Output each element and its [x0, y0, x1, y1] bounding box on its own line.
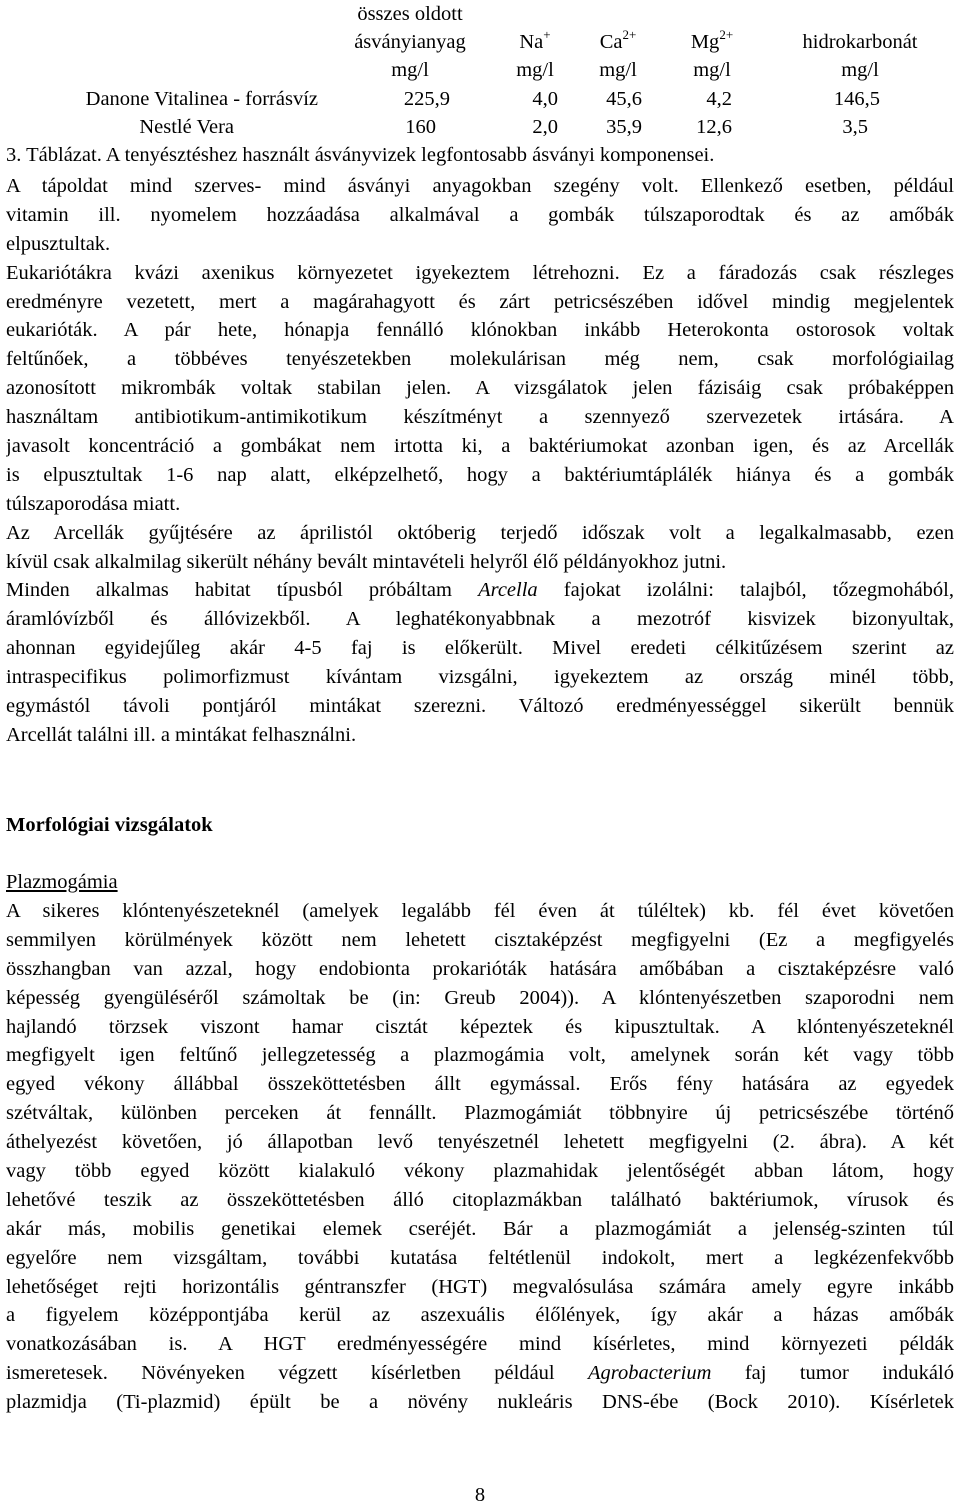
- paragraph-culture-medium: [6, 172, 954, 750]
- header-total-dissolved: összes oldott: [357, 3, 463, 25]
- table-caption: 3. Táblázat. A tenyésztéshez használt ásványvizek legfontosabb ásványi komponensei.: [6, 144, 715, 166]
- cell-value: 45,6: [606, 88, 642, 110]
- text-line: áthelyezést követően, jó állapotban levő tenyészetnél lehetett megfigyelni (2. ábra). A két: [6, 1131, 954, 1154]
- table-header-row-2: [0, 28, 960, 56]
- text-line: Eukariótákra kvázi axenikus környezetet igyekeztem létrehozni. Ez a fáradozás csak részleges: [6, 261, 954, 284]
- header-unit: mg/l: [599, 59, 637, 81]
- text-line: plazmidja (Ti-plazmid) épült be a növény nukleáris DNS-ébe (Bock 2010). Kísérletek: [6, 1391, 954, 1414]
- cell-value: 3,5: [842, 116, 868, 138]
- text-line: áramlóvízből és állóvizekből. A leghatékonyabbnak a mezotróf kisvizek bizonyultak,: [6, 608, 954, 631]
- text-line: eredményre vezetett, mert a magárahagyott és zárt petricsészében idővel mindig megjelentek: [6, 290, 954, 313]
- header-na: Na+: [519, 27, 551, 53]
- header-mg: $Mg^{2+}$: [690, 27, 734, 53]
- header-unit: mg/l: [516, 59, 554, 81]
- text-line: Az Arcellák gyűjtésére az áprilistól októberig terjedő időszak volt a legalkalmasabb, ezen: [6, 521, 954, 544]
- row-name: Nestlé Vera: [139, 116, 234, 138]
- text-line: kívül csak alkalmilag sikerült néhány bevált mintavételi helyről élő példányokhoz jutni.: [6, 550, 727, 573]
- cell-value: 2,0: [532, 116, 558, 138]
- text-line: A tápoldat mind szerves- mind ásványi anyagokban szegény volt. Ellenkező esetben, például: [6, 175, 954, 197]
- text-line: vonatkozásában is. A HGT eredményességére mind kísérletes, mind környezeti példák: [6, 1333, 954, 1356]
- cell-value: 225,9: [403, 88, 450, 110]
- text-line: elpusztultak.: [6, 232, 111, 255]
- cell-value: 146,5: [833, 88, 880, 110]
- text-line: azonosított mikrombák voltak stabilan jelen. A vizsgálatok jelen fázisáig csak próbaképpen: [6, 377, 954, 400]
- section-heading: Morfológiai vizsgálatok: [6, 814, 213, 836]
- text-line: intraspecifikus polimorfizmust kívántam vizsgálni, igyekeztem az ország minél több,: [6, 666, 954, 689]
- header-unit: mg/l: [841, 59, 879, 81]
- text-line: Arcellát találni ill. a mintákat felhasználni.: [6, 723, 357, 746]
- text-line: képesség gyengüléséről számoltak be (in: Greub 2004)). A klóntenyészetben szaporodni nem: [6, 986, 954, 1009]
- text-line: szétváltak, különben perceken át fennállt. Plazmogámiát többnyire új petricsészébe történő: [6, 1102, 954, 1125]
- text-line: hajlandó törzsek viszont hamar cisztát képeztek és kipusztultak. A klóntenyészeteknél: [6, 1015, 954, 1038]
- text-line: túlszaporodása miatt.: [6, 492, 181, 515]
- cell-value: 160: [405, 116, 436, 138]
- cell-value: 12,6: [696, 116, 732, 138]
- text-line: vitamin ill. nyomelem hozzáadása alkalmával a gombák túlszaporodtak és az amőbák: [6, 203, 954, 226]
- cell-value: 4,2: [706, 88, 732, 110]
- text-line: is elpusztultak 1-6 nap alatt, elképzelhető, hogy a baktériumtáplálék hiánya és a gombák: [6, 463, 954, 486]
- italic-taxon: Agrobacterium: [588, 1362, 712, 1385]
- text-line: ahonnan egyidejűleg akár 4-5 faj is előkerült. Mivel eredeti célkitűzésem szerint az: [6, 637, 954, 660]
- text-line: lehetőséget rejti horizontális géntranszfer (HGT) megvalósulása számára amely egyre inkább: [6, 1275, 954, 1298]
- subsection-heading: Plazmogámia: [6, 871, 118, 893]
- paragraph-plasmogamy: [6, 897, 954, 1417]
- header-bicarbonate: hidrokarbonát: [802, 31, 918, 53]
- cell-value: 4,0: [532, 88, 558, 110]
- text-line: használtam antibiotikum-antimikotikum készítményt a szennyező szervezetek irtására. A: [6, 406, 954, 429]
- text-line: egyed vékony állábbal összeköttetésben állt egymással. Erős fény hatására az egyedek: [6, 1073, 954, 1096]
- page-number: 8: [474, 1484, 486, 1506]
- text-line: lehetővé teszik az összeköttetésben álló citoplazmákban található baktériumok, vírusok és: [6, 1188, 954, 1211]
- table-row: [0, 113, 960, 141]
- text-line: egyelőre nem vizsgáltam, további kutatása feltétlenül indokolt, mert a legkézenfekvőbb: [6, 1246, 954, 1269]
- text-line-arcella: Minden alkalmas habitat típusból próbáltam Arcella fajokat izolálni: talajból, tőzegmohából,: [6, 579, 954, 602]
- text-line: a figyelem középpontjába kerül az aszexuális élőlények, így akár a házas amőbák: [6, 1304, 954, 1327]
- header-mineral-content: ásványianyag: [354, 31, 466, 53]
- table-header-row-3: [0, 56, 960, 84]
- table-row: [0, 85, 960, 113]
- row-name: Danone Vitalinea - forrásvíz: [85, 88, 318, 110]
- header-unit: mg/l: [693, 59, 731, 81]
- text-line: javasolt koncentráció a gombákat nem irtotta ki, a baktériumokat azonban igen, és az Arcellák: [6, 435, 954, 458]
- text-line: egymástól távoli pontjáról mintákat szerezni. Változó eredményességgel sikerült bennük: [6, 695, 954, 718]
- header-ca: $Ca^{2+}$: [599, 27, 637, 53]
- cell-value: 35,9: [606, 116, 642, 138]
- text-line: megfigyelt igen feltűnő jellegzetesség a plazmogámia volt, amelynek során két vagy több: [6, 1044, 954, 1067]
- text-line-agrobacterium: ismeretesek. Növényeken végzett kísérletben például Agrobacterium faj tumor indukáló: [6, 1362, 954, 1385]
- header-unit: mg/l: [391, 59, 429, 81]
- text-line: eukarióták. A pár hete, hónapja fennálló klónokban inkább Heterokonta ostorosok voltak: [6, 319, 954, 342]
- text-line: akár más, mobilis genetikai elemek cseréjét. Bár a plazmogámiát a jelenség-szinten túl: [6, 1217, 954, 1240]
- table-header-row-1: [0, 0, 960, 28]
- text-line: feltűnőek, a többéves tenyészetekben molekulárisan még nem, csak morfológiailag: [6, 348, 954, 371]
- text-line: semmilyen körülmények között nem lehetett cisztaképzést megfigyelni (Ez a megfigyelés: [6, 928, 954, 951]
- text-line: A sikeres klóntenyészeteknél (amelyek legalább fél éven át túléltek) kb. fél évet követően: [6, 900, 954, 922]
- text-line: vagy több egyed között kialakuló vékony plazmahidak jelentőségét abban látom, hogy: [6, 1160, 954, 1183]
- text-line: összhangban van azzal, hogy endobionta prokarióták hatására amőbában a cisztaképzésre való: [6, 957, 954, 980]
- italic-taxon: Arcella: [478, 579, 538, 602]
